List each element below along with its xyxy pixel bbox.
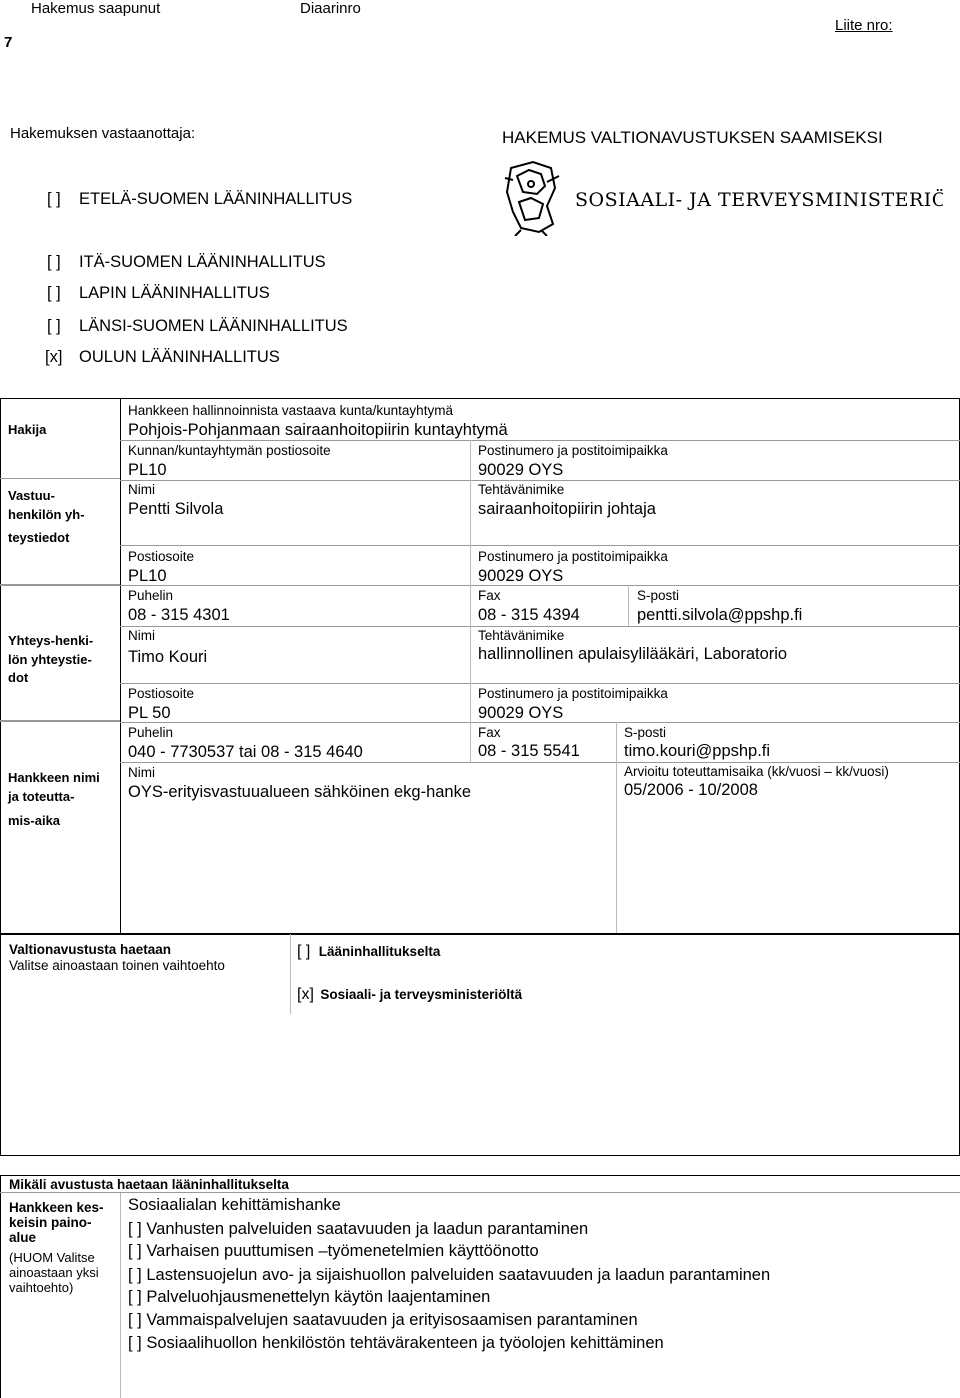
grid-line (628, 585, 629, 626)
contact-phone-label: Puhelin (128, 725, 174, 740)
project-duration-value[interactable]: 05/2006 - 10/2008 (624, 781, 758, 799)
checkbox-mark: [x] (45, 348, 63, 366)
grant-option-province[interactable] (297, 943, 440, 961)
priority-option-early-intervention[interactable] (128, 1242, 539, 1261)
contact-address-label: Postiosoite (128, 686, 195, 701)
responsible-phone-label: Puhelin (128, 588, 174, 603)
priority-header: Mikäli avustusta haetaan lääninhallitukselta (9, 1177, 289, 1192)
contact-postal-label: Postinumero ja postitoimipaikka (478, 686, 668, 701)
contact-name-value[interactable]: Timo Kouri (128, 648, 208, 666)
priority-note-3: vaihtoehto) (9, 1280, 74, 1295)
contact-address-value[interactable]: PL 50 (128, 704, 171, 722)
responsible-title-label: Tehtävänimike (478, 482, 565, 497)
contact-fax-label: Fax (478, 725, 501, 740)
priority-note-2: ainoastaan yksi (9, 1265, 99, 1280)
priority-label-1: Hankkeen kes- (9, 1200, 104, 1215)
grid-line (120, 762, 960, 763)
contact-name-label: Nimi (128, 628, 155, 643)
section-label-contact-1: Yhteys-henki- (8, 633, 94, 648)
lion-emblem-icon (503, 158, 943, 236)
page-number: 7 (4, 34, 13, 51)
contact-email-label: S-posti (624, 725, 667, 740)
applicant-org-value[interactable]: Pohjois-Pohjanmaan sairaanhoitopiirin kuntayhtymä (128, 421, 508, 439)
grid-line (290, 934, 291, 1014)
priority-label-3: alue (9, 1230, 37, 1245)
priority-option-label: Varhaisen puuttumisen –työmenetelmien käyttöönotto (146, 1242, 539, 1260)
checkbox-mark: [ ] (297, 943, 311, 960)
section-label-contact-2: lön yhteystie- (8, 652, 92, 667)
received-label: Hakemus saapunut (31, 0, 161, 17)
priority-option-label: Lastensuojelun avo- ja sijaishuollon palveluiden saatavuuden ja laadun parantaminen (146, 1266, 771, 1284)
responsible-fax-label: Fax (478, 588, 501, 603)
contact-title-label: Tehtävänimike (478, 628, 565, 643)
priority-option-label: Palveluohjausmenettelyn käytön laajentaminen (146, 1288, 491, 1306)
ministry-logo (503, 158, 943, 236)
checkbox-mark: [ ] (128, 1220, 142, 1238)
grid-line (0, 721, 120, 722)
checkbox-mark: [x] (297, 986, 314, 1003)
recipient-checkbox-etela[interactable] (47, 190, 353, 209)
section-label-project-3: mis-aika (8, 813, 61, 828)
form-title: HAKEMUS VALTIONAVUSTUKSEN SAAMISEKSI (502, 128, 883, 147)
recipient-checkbox-oulu[interactable] (45, 348, 280, 367)
grid-line (120, 683, 960, 684)
diary-label: Diaarinro (300, 0, 361, 17)
priority-option-child-welfare[interactable] (128, 1266, 770, 1285)
grid-line (120, 480, 960, 481)
responsible-postal-value[interactable]: 90029 OYS (478, 567, 564, 585)
checkbox-mark: [ ] (128, 1311, 142, 1329)
section-label-project-1: Hankkeen nimi (8, 770, 100, 785)
recipient-label: Hakemuksen vastaanottaja: (10, 125, 196, 142)
priority-option-disability[interactable] (128, 1311, 638, 1330)
checkbox-mark: [ ] (47, 190, 61, 208)
project-name-value[interactable]: OYS-erityisvastuualueen sähköinen ekg-hanke (128, 783, 472, 801)
priority-option-label: Vanhusten palveluiden saatavuuden ja laadun parantaminen (146, 1220, 589, 1238)
priority-option-staff[interactable] (128, 1334, 664, 1353)
grid-line (616, 722, 617, 933)
grid-line (0, 934, 1, 1156)
checkbox-mark: [ ] (47, 253, 61, 271)
grant-option-province-label: Lääninhallitukselta (318, 944, 441, 959)
grant-title: Valtionavustusta haetaan (9, 942, 172, 957)
responsible-title-value[interactable]: sairaanhoitopiirin johtaja (478, 500, 656, 518)
grid-line (0, 934, 960, 935)
section-label-contact-3: dot (8, 670, 29, 685)
recipient-checkbox-ita[interactable] (47, 253, 326, 272)
checkbox-mark: [ ] (128, 1266, 142, 1284)
grid-line (0, 1192, 960, 1193)
grid-line (120, 1192, 121, 1398)
section-label-applicant: Hakija (8, 422, 47, 437)
section-label-responsible-1: Vastuu- (8, 488, 55, 503)
grant-subtitle: Valitse ainoastaan toinen vaihtoehto (9, 958, 225, 973)
section-label-responsible-3: teystiedot (8, 530, 70, 545)
ministry-logo-text: SOSIAALI- JA TERVEYSMINISTERIÖ (575, 189, 943, 211)
checkbox-mark: [ ] (47, 317, 61, 335)
recipient-checkbox-lappi[interactable] (47, 284, 270, 303)
contact-phone-value[interactable]: 040 - 7730537 tai 08 - 315 4640 (128, 743, 363, 761)
recipient-label-lappi: LAPIN LÄÄNINHALLITUS (79, 284, 270, 302)
recipient-checkbox-lansi[interactable] (47, 317, 348, 336)
priority-option-elderly[interactable] (128, 1220, 588, 1239)
section-label-responsible-2: henkilön yh- (8, 507, 85, 522)
contact-postal-value[interactable]: 90029 OYS (478, 704, 564, 722)
grid-line (0, 398, 960, 399)
applicant-postal-value[interactable]: 90029 OYS (478, 461, 564, 479)
applicant-org-label: Hankkeen hallinnoinnista vastaava kunta/kuntayhtymä (128, 403, 453, 418)
responsible-email-value[interactable]: pentti.silvola@ppshp.fi (637, 606, 803, 624)
responsible-email-label: S-posti (637, 588, 680, 603)
responsible-name-value[interactable]: Pentti Silvola (128, 500, 224, 518)
responsible-phone-value[interactable]: 08 - 315 4301 (128, 606, 230, 624)
applicant-postal-label: Postinumero ja postitoimipaikka (478, 443, 668, 458)
responsible-name-label: Nimi (128, 482, 155, 497)
checkbox-mark: [ ] (128, 1334, 142, 1352)
recipient-label-etela: ETELÄ-SUOMEN LÄÄNINHALLITUS (79, 190, 353, 208)
grid-line (120, 398, 121, 933)
grid-line (120, 545, 960, 546)
recipient-label-oulu: OULUN LÄÄNINHALLITUS (79, 348, 280, 366)
contact-title-value[interactable]: hallinnollinen apulaisylilääkäri, Laboratorio (478, 645, 788, 663)
grid-line (0, 1175, 960, 1176)
applicant-address-label: Kunnan/kuntayhtymän postiosoite (128, 443, 331, 458)
checkbox-mark: [ ] (128, 1288, 142, 1306)
grid-line (120, 440, 960, 441)
grid-line (0, 478, 120, 479)
grant-option-ministry[interactable] (297, 986, 522, 1004)
priority-label-2: keisin paino- (9, 1215, 92, 1230)
recipient-label-ita: ITÄ-SUOMEN LÄÄNINHALLITUS (79, 253, 326, 271)
checkbox-mark: [ ] (128, 1242, 142, 1260)
priority-section-title: Sosiaalialan kehittämishanke (128, 1196, 341, 1214)
priority-option-label: Sosiaalihuollon henkilöstön tehtävärakenteen ja työolojen kehittäminen (146, 1334, 664, 1352)
responsible-address-label: Postiosoite (128, 549, 195, 564)
contact-email-value[interactable]: timo.kouri@ppshp.fi (624, 742, 771, 760)
priority-note-1: (HUOM Valitse (9, 1250, 95, 1265)
grant-option-ministry-label: Sosiaali- ja terveysministeriöltä (320, 987, 523, 1002)
project-name-label: Nimi (128, 765, 155, 780)
priority-option-label: Vammaispalvelujen saatavuuden ja erityisosaamisen parantaminen (146, 1311, 638, 1329)
recipient-label-lansi: LÄNSI-SUOMEN LÄÄNINHALLITUS (79, 317, 348, 335)
applicant-address-value[interactable]: PL10 (128, 461, 167, 479)
grid-line (470, 440, 471, 762)
project-duration-label: Arvioitu toteuttamisaika (kk/vuosi – kk/vuosi) (624, 764, 889, 779)
grid-line (120, 626, 960, 627)
section-label-project-2: ja toteutta- (8, 789, 75, 804)
contact-fax-value[interactable]: 08 - 315 5541 (478, 742, 580, 760)
priority-option-service-guidance[interactable] (128, 1288, 490, 1307)
responsible-address-value[interactable]: PL10 (128, 567, 167, 585)
grid-line (0, 585, 120, 586)
checkbox-mark: [ ] (47, 284, 61, 302)
grid-line (0, 1155, 960, 1156)
responsible-postal-label: Postinumero ja postitoimipaikka (478, 549, 668, 564)
grid-line (0, 1175, 1, 1398)
responsible-fax-value[interactable]: 08 - 315 4394 (478, 606, 580, 624)
attachment-label: Liite nro: (835, 17, 893, 34)
